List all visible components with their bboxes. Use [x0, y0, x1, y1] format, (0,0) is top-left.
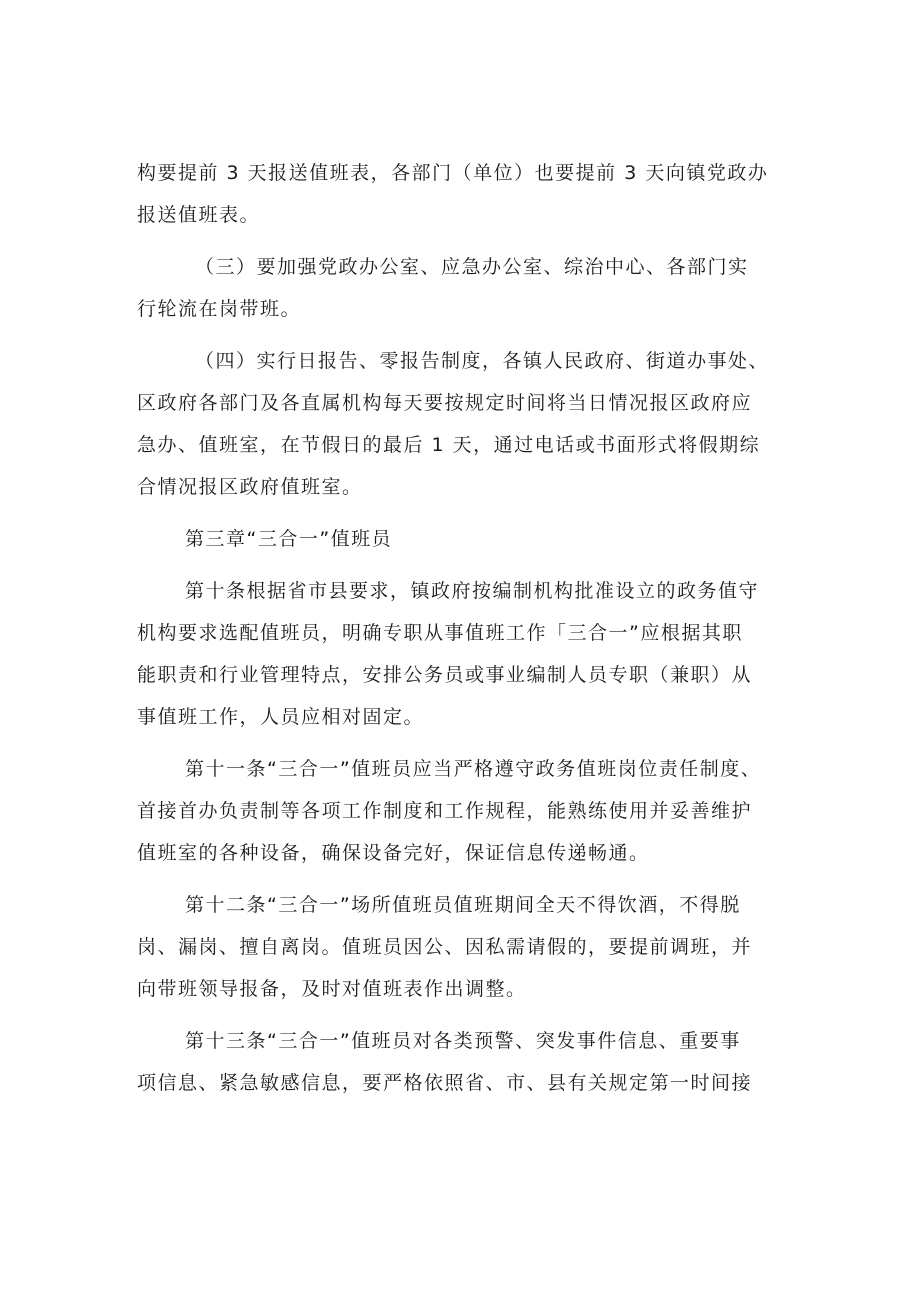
text-line: 岗、漏岗、擅自离岗。值班员因公、因私需请假的，要提前调班，并 — [137, 936, 753, 958]
text-line: 事值班工作，人员应相对固定。 — [137, 706, 425, 728]
text-line: 报送值班表。 — [137, 204, 261, 226]
article-thirteen — [137, 1020, 797, 1104]
text-line: 行轮流在岗带班。 — [137, 298, 302, 320]
paragraph-duty-roster-submission — [137, 152, 797, 236]
text-line: 值班室的各种设备，确保设备完好，保证信息传递畅通。 — [137, 842, 650, 864]
text-line: 向带班领导报备，及时对值班表作出调整。 — [137, 978, 527, 1000]
article-eleven — [137, 748, 797, 874]
paragraph-item-four — [137, 340, 797, 508]
article-twelve — [137, 884, 797, 1010]
text-line: 项信息、紧急敏感信息，要严格依照省、市、县有关规定第一时间接 — [137, 1072, 753, 1094]
text-line: 区政府各部门及各直属机构每天要按规定时间将当日情况报区政府应 — [137, 392, 753, 414]
text-line: 合情况报区政府值班室。 — [137, 476, 363, 498]
text-line: 机构要求选配值班员，明确专职从事值班工作「三合一”应根据其职 — [137, 622, 743, 644]
text-line: （三）要加强党政办公室、应急办公室、综治中心、各部门实 — [195, 256, 749, 278]
text-line: 第十三条“三合一”值班员对各类预警、突发事件信息、重要事 — [185, 1030, 741, 1052]
text-line: 第十二条“三合一”场所值班员值班期间全天不得饮酒，不得脱 — [185, 894, 741, 916]
paragraph-item-three — [137, 246, 797, 330]
text-line: 首接首办负责制等各项工作制度和工作规程，能熟练使用并妥善维护 — [137, 800, 753, 822]
text-line: 第十条根据省市县要求，镇政府按编制机构批准设立的政务值守 — [185, 580, 760, 602]
text-line: 构要提前 3 天报送值班表，各部门（单位）也要提前 3 天向镇党政办 — [137, 162, 769, 184]
text-line: 急办、值班室，在节假日的最后 1 天，通过电话或书面形式将假期综 — [137, 434, 761, 456]
text-line: （四）实行日报告、零报告制度，各镇人民政府、街道办事处、 — [195, 350, 770, 372]
text-line: 能职责和行业管理特点，安排公务员或事业编制人员专职（兼职）从 — [137, 664, 753, 686]
text-line: 第十一条“三合一”值班员应当严格遵守政务值班岗位责任制度、 — [185, 758, 762, 780]
chapter-three-title: 第三章“三合一”值班员 — [185, 528, 393, 550]
article-ten — [137, 570, 797, 738]
document-body — [137, 152, 797, 1114]
chapter-heading — [137, 518, 797, 560]
